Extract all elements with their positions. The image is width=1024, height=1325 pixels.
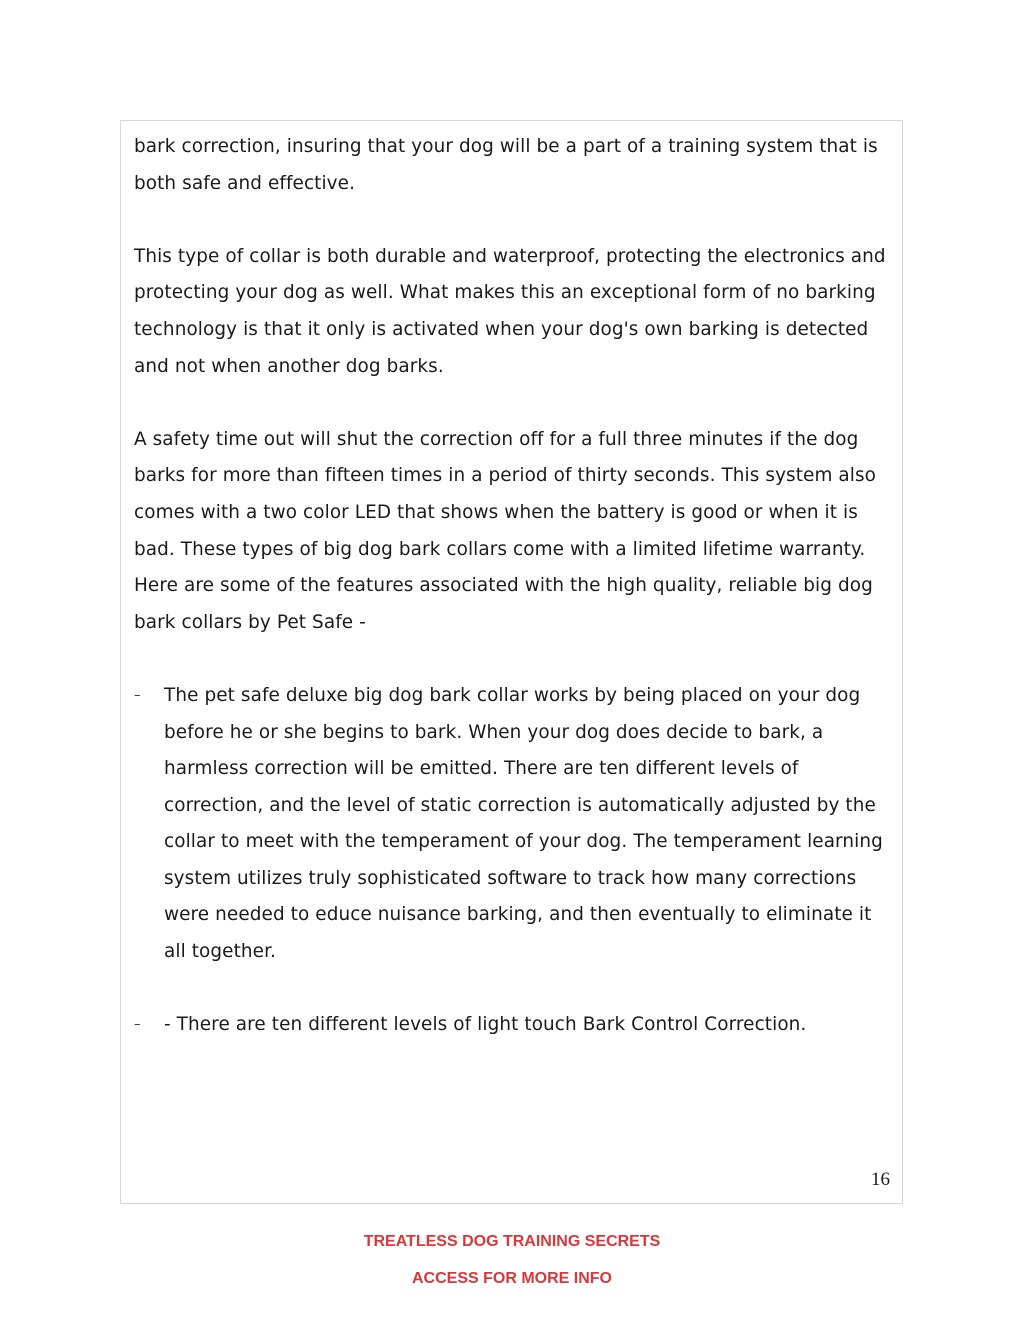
footer-title-link[interactable]: TREATLESS DOG TRAINING SECRETS xyxy=(363,1233,661,1250)
bullet-text-2: - There are ten different levels of light touch Bark Control Correction. xyxy=(164,1014,807,1036)
bullet-text-1: The pet safe deluxe big dog bark collar works by being placed on your dog before he or she begins to bark. When your dog does decide to bark, a harmless correction will be emitted. There are ten different levels of correction, and the level of static correction is automatically adjusted by the collar to meet with the temperament of your dog. The temperament learning system utilizes truly sophisticated software to track how many corrections were needed to educe nuisance barking, and then eventually to eliminate it all together. xyxy=(164,684,883,963)
paragraph-1: bark correction, insuring that your dog will be a part of a training system that is both safe and effective. xyxy=(134,136,878,194)
page-frame xyxy=(120,120,903,1204)
paragraph-2: This type of collar is both durable and waterproof, protecting the electronics and protecting your dog as well. What makes this an exceptional form of no barking technology is that it only is activated when your dog's own barking is detected and not when another dog barks. xyxy=(134,245,886,377)
page-content xyxy=(134,129,894,1080)
footer-access-link[interactable]: ACCESS FOR MORE INFO xyxy=(411,1270,612,1287)
dash-bullet-icon: – xyxy=(134,687,141,703)
bullet-item-1 xyxy=(134,678,894,971)
bullet-item-2 xyxy=(134,1007,894,1044)
paragraph-3: A safety time out will shut the correction off for a full three minutes if the dog barks for more than fifteen times in a period of thirty seconds. This system also comes with a two color LED that shows when the battery is good or when it is bad. These types of big dog bark collars come with a limited lifetime warranty. Here are some of the features associated with the high quality, reliable big dog bark collars by Pet Safe - xyxy=(134,428,877,633)
dash-bullet-icon: – xyxy=(134,1017,141,1033)
page-number: 16 xyxy=(871,1169,890,1190)
